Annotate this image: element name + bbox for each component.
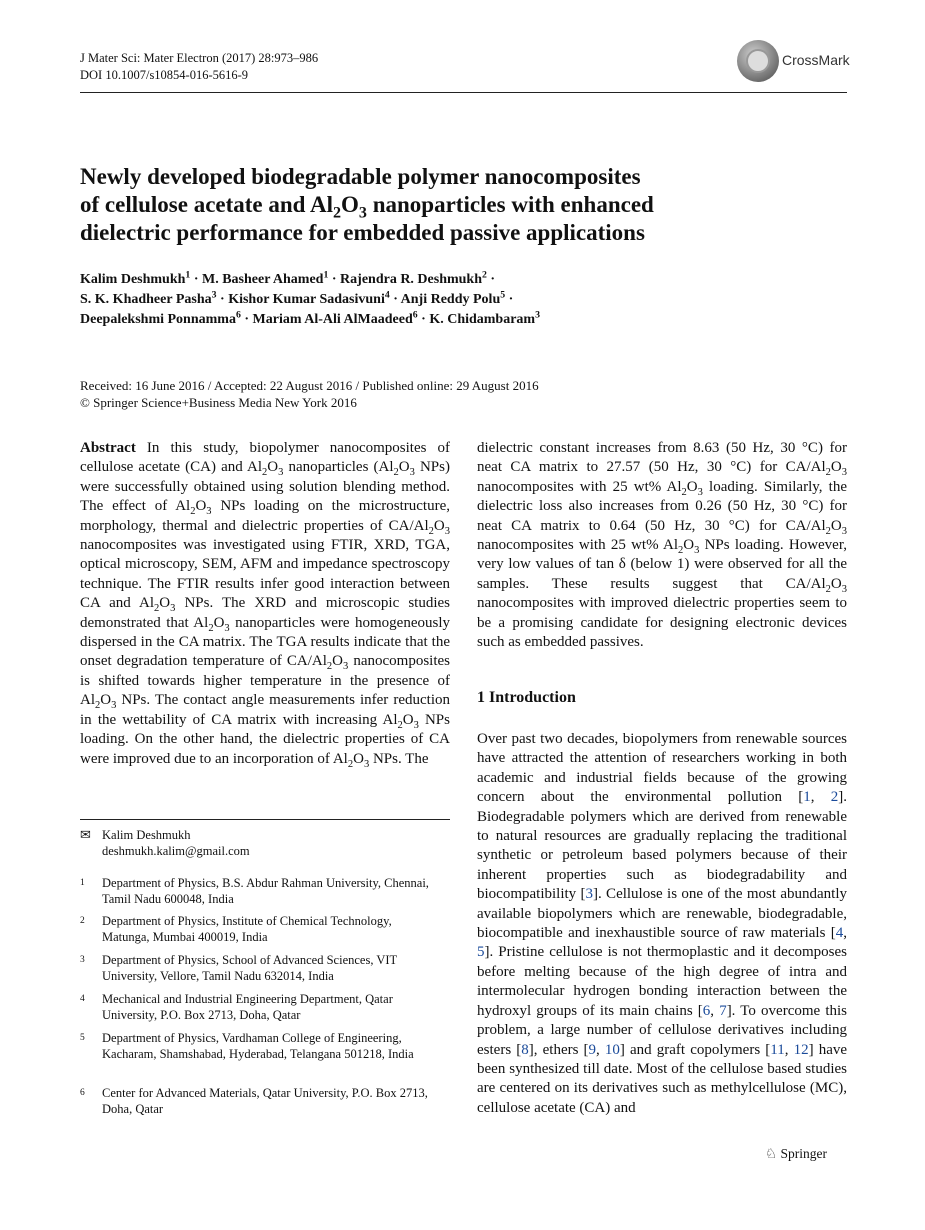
citation-link[interactable]: 6	[702, 1002, 711, 1019]
citation-link[interactable]: 11	[770, 1041, 785, 1058]
crossmark-icon[interactable]	[737, 40, 779, 82]
citation-link[interactable]: 1	[803, 789, 811, 806]
citation-link[interactable]: 8	[521, 1041, 529, 1058]
citation-link[interactable]: 5	[477, 944, 485, 961]
citation-link[interactable]: 12	[793, 1041, 809, 1058]
citation-link[interactable]: 2	[830, 789, 839, 806]
crossmark-label[interactable]: CrossMark	[782, 52, 850, 68]
journal-header	[80, 50, 318, 84]
springer-horse-icon: ♘	[765, 1146, 778, 1161]
paper-title: Newly developed biodegradable polymer nanocomposites of cellulose acetate and $Al_2O_3$ nanoparticles with enhanced dielectric performance for embedded passive applications	[80, 164, 654, 245]
citation-link[interactable]: 9	[588, 1041, 597, 1058]
citation-link[interactable]: 4	[835, 925, 844, 942]
affiliation: 4 Mechanical and Industrial Engineering Department, Qatar University, P.O. Box 2713, Doha, Qatar	[80, 992, 393, 1022]
affiliation: 1 Department of Physics, B.S. Abdur Rahman University, Chennai, Tamil Nadu 600048, India	[80, 876, 429, 906]
affiliation: 6 Center for Advanced Materials, Qatar University, P.O. Box 2713, Doha, Qatar	[80, 1086, 428, 1116]
journal-citation: J Mater Sci: Mater Electron (2017) 28:973–986	[80, 51, 319, 65]
author-name: K. Chidambaram	[429, 312, 536, 327]
email-link[interactable]: deshmukh.kalim@gmail.com	[102, 844, 250, 858]
citation-link[interactable]: 3	[585, 886, 593, 903]
author-name: Deepalekshmi Ponnamma	[80, 312, 236, 327]
author-list: Kalim Deshmukh$^1$ · M. Basheer Ahamed$^1$ · Rajendra R. Deshmukh$^2$ · S. K. Khadheer Pasha$^3$ · Kishor Kumar Sadasivuni$^4$ · Anji Reddy Polu$^5$ · Deepalekshmi Ponnamma$^6$ · Mariam Al-Ali AlMaadeed$^6$ · K. Chidambaram$^3$	[80, 269, 541, 327]
author-name: Kalim Deshmukh	[80, 272, 186, 287]
abstract-continued: dielectric constant increases from 8.63 (50 Hz, 30 °C) for neat CA matrix to 27.57 (50 Hz, 30 °C) for $CA/Al_2O_3$ nanocomposites with 25 wt% $Al_2O_3$ loading. Similarly, the dielectric loss also increases from 0.26 (50 Hz, 30 °C) for neat CA matrix to 0.64 (50 Hz, 30 °C) for $CA/Al_2O_3$ nanocomposites with 25 wt% $Al_2O_3$ NPs loading. However, very low values of tan δ (below 1) were observed for all the samples. These results suggest that $CA/Al_2O_3$ nanocomposites with improved dielectric properties seem to be a promising candidate for designing electronic devices such as embedded passives.	[477, 440, 847, 651]
abstract-heading: Abstract	[80, 440, 136, 456]
citation-link[interactable]: 7	[719, 1002, 727, 1019]
author-name: S. K. Khadheer Pasha	[80, 292, 212, 307]
doi[interactable]: DOI 10.1007/s10854-016-5616-9	[80, 68, 249, 82]
affiliation: 2 Department of Physics, Institute of Chemical Technology, Matunga, Mumbai 400019, India	[80, 914, 392, 944]
envelope-icon: ✉	[80, 827, 91, 842]
corresponding-author: Kalim Deshmukh	[102, 828, 191, 842]
introduction-body: Over past two decades, biopolymers from renewable sources have attracted the attention of researchers working in both academic and industrial fields because of the growing concern about the environmental pollution [1, 2]. Biodegradable polymers which are derived from renewable to natural resources are gradually replacing the traditional synthetic or petroleum based polymers because of their inherent properties such as biodegradability and biocompatibility [3]. Cellulose is one of the most abundantly available biopolymers which are renewable, biodegradable, biocompatible and inexhaustible source of raw materials [4, 5]. Pristine cellulose is not thermoplastic and it decomposes before melting because of the high degree of intra and intermolecular hydrogen bonding interaction between the hydroxyl groups of its main chains [6, 7]. To overcome this problem, a large number of cellulose derivatives including esters [8], ethers [9, 10] and graft copolymers [11, 12] have been synthesized till date. Most of the cellulose based studies are centered on its derivatives such as methylcellulose (MC), cellulose acetate (CA) and	[477, 731, 848, 1116]
header-rule	[80, 92, 847, 93]
springer-logo: ♘ Springer	[765, 1146, 827, 1161]
abstract: Abstract In this study, biopolymer nanocomposites of cellulose acetate (CA) and $Al_2O_3$ nanoparticles ($Al_2O_3$ NPs) were successfully obtained using solution blending method. The effect of $Al_2O_3$ NPs loading on the microstructure, morphology, thermal and dielectric properties of $CA/Al_2O_3$ nanocomposites was investigated using FTIR, XRD, TGA, optical microscopy, SEM, AFM and impedance spectroscopy technique. The FTIR results infer good interaction between CA and $Al_2O_3$ NPs. The XRD and microscopic studies demonstrated that $Al_2O_3$ nanoparticles were homogeneously dispersed in the CA matrix. The TGA results indicate that the onset degradation temperature of $CA/Al_2O_3$ nanocomposites is shifted towards higher temperature in the presence of $Al_2O_3$ NPs. The contact angle measurements infer reduction in the wettability of CA matrix with increasing $Al_2O_3$ NPs loading. On the other hand, the dielectric properties of CA were improved due to an incorporation of $Al_2O_3$ NPs. The	[80, 440, 450, 770]
author-name: Anji Reddy Polu	[400, 292, 501, 307]
affiliation: 3 Department of Physics, School of Advanced Sciences, VIT University, Vellore, Tamil Nadu 632014, India	[80, 953, 397, 983]
footnote-rule	[80, 819, 450, 820]
author-name: Kishor Kumar Sadasivuni	[228, 292, 385, 307]
author-name: Mariam Al-Ali AlMaadeed	[252, 312, 413, 327]
author-name: M. Basheer Ahamed	[202, 272, 324, 287]
affiliation: 5 Department of Physics, Vardhaman College of Engineering, Kacharam, Shamshabad, Hyderabad, Telangana 501218, India	[80, 1031, 414, 1061]
publication-dates: Received: 16 June 2016 / Accepted: 22 August 2016 / Published online: 29 August 2016 © Springer Science+Business Media New York 2016	[80, 378, 539, 410]
author-name: Rajendra R. Deshmukh	[340, 272, 483, 287]
section-heading-introduction: 1 Introduction	[477, 689, 576, 706]
citation-link[interactable]: 10	[604, 1041, 620, 1058]
